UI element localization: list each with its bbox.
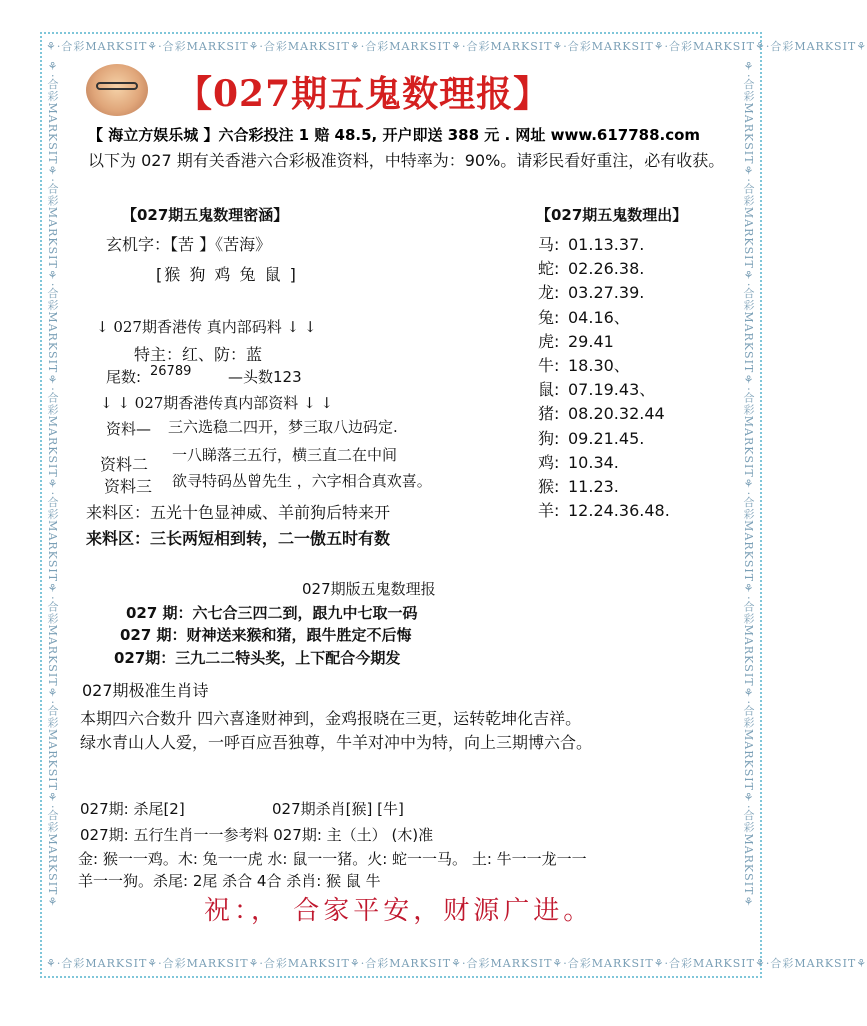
zodiac-out-heading: 【027期五鬼数理出】 <box>536 206 688 224</box>
border-watermark-right: ⚘·合彩MARKSIT⚘·合彩MARKSIT⚘·合彩MARKSIT⚘·合彩MARKSIT⚘·合彩MARKSIT⚘·合彩MARKSIT⚘·合彩MARKSIT⚘·合彩MARKSIT⚘ <box>742 60 755 910</box>
zodiac-row <box>538 426 644 449</box>
zodiac-animal: 猪: <box>538 404 560 424</box>
poem-line-1: 本期四六合数升 四六喜逢财神到，金鸡报晓在三更，运转乾坤化吉祥。 <box>80 709 582 728</box>
border-watermark-left: ⚘·合彩MARKSIT⚘·合彩MARKSIT⚘·合彩MARKSIT⚘·合彩MARKSIT⚘·合彩MARKSIT⚘·合彩MARKSIT⚘·合彩MARKSIT⚘·合彩MARKSIT⚘ <box>46 60 59 910</box>
tail-label: 尾数: <box>106 368 142 386</box>
zodiac-row <box>538 474 619 497</box>
hk-data-heading: ↓ ↓ 027期香港传真内部资料 ↓ ↓ <box>100 394 333 412</box>
zodiac-numbers: 18.30、 <box>568 356 630 375</box>
zodiac-animal: 虎: <box>538 331 560 351</box>
data3-label: 资料三 <box>104 477 153 496</box>
glasses-icon <box>96 82 138 90</box>
zodiac-animal: 狗: <box>538 428 560 448</box>
zodiac-numbers: 03.27.39. <box>568 283 645 303</box>
zodiac-animal: 龙: <box>538 283 560 303</box>
source-line-1: 来料区：五光十色显神威、羊前狗后特来开 <box>86 503 391 522</box>
data1-label: 资料— <box>106 420 152 438</box>
zodiac-row <box>538 329 614 352</box>
zodiac-row <box>538 256 644 279</box>
zodiac-numbers: 01.13.37. <box>568 235 645 254</box>
zodiac-numbers: 02.26.38. <box>568 259 645 279</box>
portrait-avatar <box>86 64 148 116</box>
zodiac-numbers: 10.34. <box>568 452 619 472</box>
edition-heading: 027期版五鬼数理报 <box>302 580 436 598</box>
zodiac-numbers: 29.41 <box>568 331 614 351</box>
zodiac-animal: 蛇: <box>538 259 560 279</box>
elements-line-1: 金: 猴一一鸡。木: 兔一一虎 水: 鼠一一猪。火: 蛇一一马。 土: 牛一一龙一一 <box>78 850 587 868</box>
zodiac-numbers: 04.16、 <box>568 307 630 327</box>
zodiac-row <box>538 232 644 255</box>
zodiac-row <box>538 450 619 473</box>
border-watermark-top: ⚘·合彩MARKSIT⚘·合彩MARKSIT⚘·合彩MARKSIT⚘·合彩MARKSIT⚘·合彩MARKSIT⚘·合彩MARKSIT⚘·合彩MARKSIT⚘·合彩MARKSIT⚘ <box>46 40 867 53</box>
source-line-2: 来料区：三长两短相到转，二一傲五时有数 <box>86 529 391 548</box>
zodiac-row <box>538 498 670 521</box>
zodiac-numbers: 12.24.36.48. <box>568 501 670 521</box>
zodiac-animal: 鸡: <box>538 452 560 472</box>
zodiac-numbers: 11.23. <box>568 477 619 496</box>
zodiac-row <box>538 353 630 376</box>
border-watermark-bottom: ⚘·合彩MARKSIT⚘·合彩MARKSIT⚘·合彩MARKSIT⚘·合彩MARKSIT⚘·合彩MARKSIT⚘·合彩MARKSIT⚘·合彩MARKSIT⚘·合彩MARKSIT⚘ <box>46 957 867 970</box>
mysteries-heading: 【027期五鬼数理密涵】 <box>122 206 289 224</box>
zodiac-row <box>538 305 630 328</box>
animals-list: [猴 狗 鸡 兔 鼠 ] <box>156 265 298 284</box>
zodiac-animal: 牛: <box>538 356 560 375</box>
data1-text: 三六选稳二四开，梦三取八边码定. <box>168 418 398 436</box>
data3-text: 欲寻特码丛曾先生 ，六字相合真欢喜。 <box>172 472 432 490</box>
zodiac-numbers: 09.21.45. <box>568 428 645 448</box>
zodiac-numbers: 08.20.32.44 <box>568 404 665 424</box>
zodiac-row <box>538 280 644 303</box>
zodiac-row <box>538 401 665 424</box>
elements-line-2: 羊一一狗。杀尾: 2尾 杀合 4合 杀肖: 猴 鼠 牛 <box>78 872 381 890</box>
special-colors: 特主：红、防：蓝 <box>134 345 263 364</box>
hk-code-heading: ↓ 027期香港传 真内部码料 ↓ ↓ <box>96 318 317 336</box>
poem-heading: 027期极准生肖诗 <box>82 681 209 700</box>
kill-tail: 027期: 杀尾[2] <box>80 800 185 818</box>
page-title: 【027期五鬼数理报】 <box>176 73 551 115</box>
zodiac-animal: 鼠: <box>538 380 560 400</box>
xuanji-text: 玄机字：【苦 】《苦海》 <box>106 235 272 254</box>
zodiac-animal: 羊: <box>538 501 560 521</box>
edition-line-1: 027 期：六七合三四二到，跟九中七取一码 <box>126 604 418 622</box>
zodiac-animal: 兔: <box>538 307 560 327</box>
data2-label: 资料二 <box>100 455 149 474</box>
tail-value: 26789 <box>150 364 192 379</box>
head-numbers: —头数123 <box>228 368 302 386</box>
five-elements-heading: 027期: 五行生肖一一参考料 027期: 主（土） (木)准 <box>80 826 434 844</box>
zodiac-row <box>538 377 655 400</box>
kill-animal: 027期杀肖[猴] [牛] <box>272 800 404 818</box>
poem-line-2: 绿水青山人人爱，一呼百应吾独尊，牛羊对冲中为特，向上三期博六合。 <box>80 733 593 752</box>
zodiac-animal: 马: <box>538 235 560 254</box>
advertisement-line: 【 海立方娱乐城 】六合彩投注 1 赔 48.5, 开户即送 388 元 . 网址 www.617788.com <box>88 126 701 144</box>
zodiac-numbers: 07.19.43、 <box>568 380 656 400</box>
intro-text: 以下为 027 期有关香港六合彩极准资料，中特率为：90%。请彩民看好重注，必有收获。 <box>88 151 725 170</box>
edition-line-2: 027 期：财神送来猴和猪，跟牛胜定不后悔 <box>120 626 412 644</box>
zodiac-animal: 猴: <box>538 477 560 496</box>
blessing-text: 祝：， 合家平安，财源广进。 <box>204 896 594 926</box>
data2-text: 一八睇落三五行，横三直二在中间 <box>172 446 398 464</box>
edition-line-3: 027期：三九二二特头奖，上下配合今期发 <box>114 649 401 667</box>
